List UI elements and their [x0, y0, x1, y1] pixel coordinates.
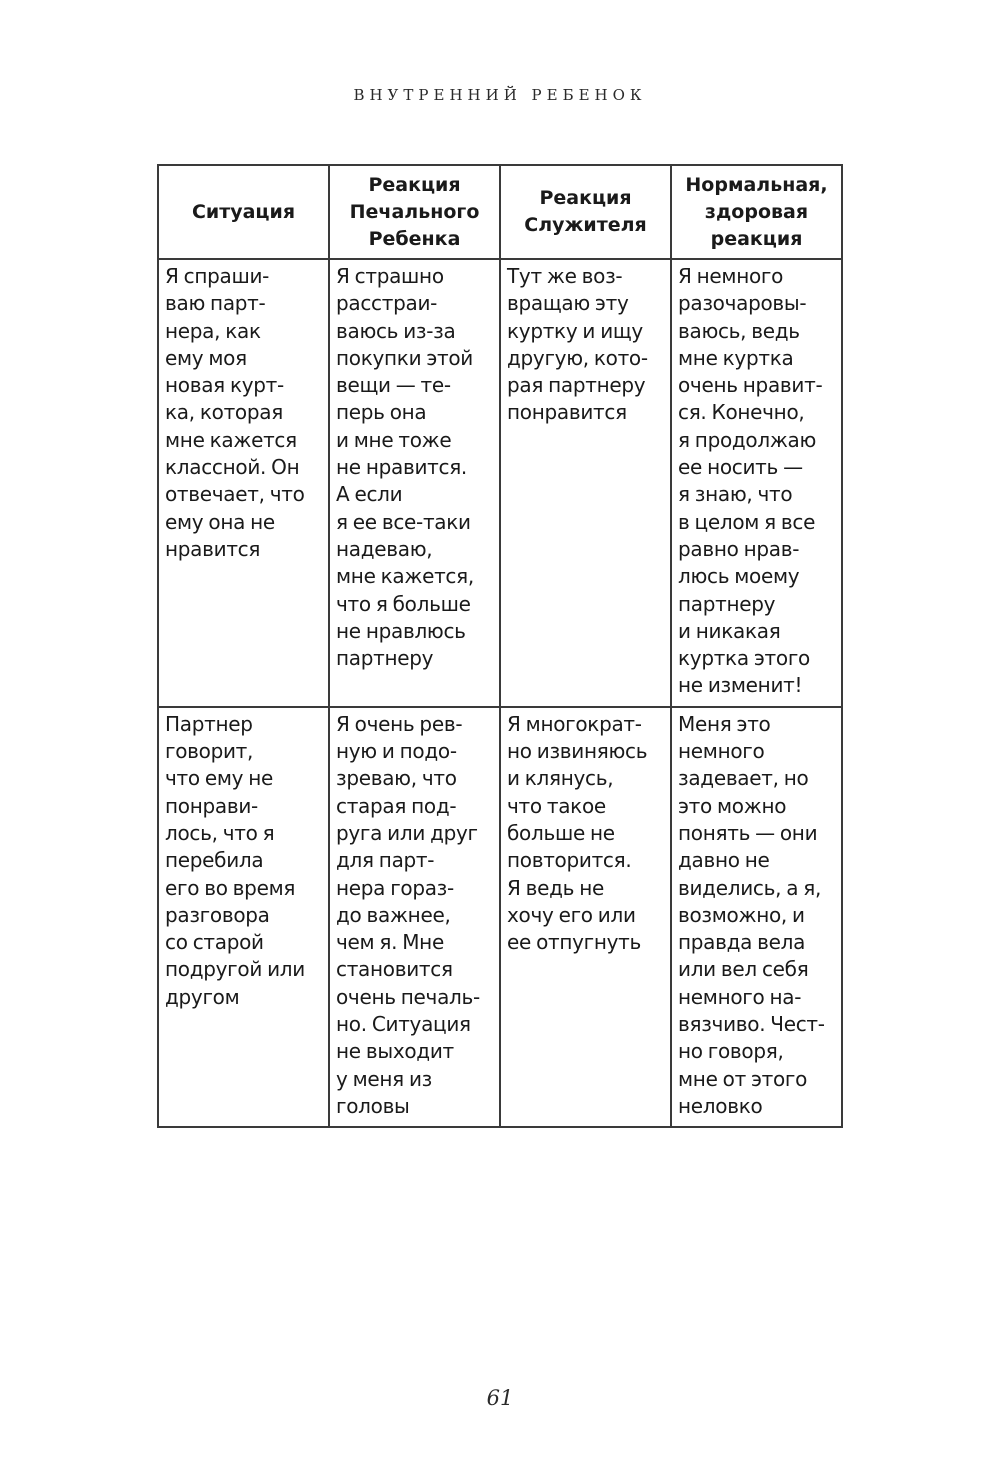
cell-text: Тут же воз- вращаю эту куртку и ищу другую, кото- рая партнеру понравится [507, 264, 648, 425]
cell-text: Меня это немного задевает, но это можно понять — они давно не виделись, а я, возможно, и правда вела или вел себя немного на- вязчиво. Чест- но говоря, мне от этого неловко [678, 711, 825, 1118]
header-label: Ситуация [191, 200, 296, 223]
cell-text: Я спраши- ваю парт- нера, как ему моя новая курт- ка, которая мне кажется классной. Он отвечает, что ему она не нравится [165, 264, 305, 561]
reactions-table [157, 164, 843, 1128]
cell-text: Я многократ- но извиняюсь и клянусь, что такое больше не повторится. Я ведь не хочу его или ее отпугнуть [507, 711, 648, 955]
table-cell [671, 259, 842, 707]
table-cell [500, 707, 671, 1127]
table-cell [671, 707, 842, 1127]
header-label: Нормальная, здоровая реакция [685, 173, 828, 250]
header-healthy-reaction [671, 165, 842, 259]
header-servant-reaction [500, 165, 671, 259]
cell-text: Я немного разочаровы- ваюсь, ведь мне куртка очень нравит- ся. Конечно, я продолжаю ее носить — я знаю, что в целом я все равно нрав- люсь моему партнеру и никакая куртка этого не изменит! [678, 264, 823, 698]
table-cell [158, 707, 329, 1127]
table-row [158, 707, 842, 1127]
table-cell [158, 259, 329, 707]
table-row [158, 259, 842, 707]
cell-text: Я страшно расстраи- ваюсь из-за покупки этой вещи — те- перь она и мне тоже не нравится. А если я ее все-таки надеваю, мне кажется, что я больше не нравлюсь партнеру [336, 264, 474, 671]
table-header-row [158, 165, 842, 259]
header-situation [158, 165, 329, 259]
cell-text: Я очень рев- ную и подо- зреваю, что старая под- руга или друг для парт- нера гораз- до важнее, чем я. Мне становится очень печаль- но. Ситуация не выходит у меня из головы [336, 711, 480, 1118]
table-cell [329, 259, 500, 707]
table-cell [500, 259, 671, 707]
header-label: Реакция Служителя [524, 187, 647, 236]
header-label: Реакция Печального Ребенка [349, 173, 480, 250]
header-sad-child-reaction [329, 165, 500, 259]
running-head: ВНУТРЕННИЙ РЕБЕНОК [353, 86, 647, 104]
table-cell [329, 707, 500, 1127]
cell-text: Партнер говорит, что ему не понрави- лось, что я перебила его во время разговора со старой подругой или другом [165, 711, 305, 1009]
page-number: 61 [486, 1386, 514, 1410]
